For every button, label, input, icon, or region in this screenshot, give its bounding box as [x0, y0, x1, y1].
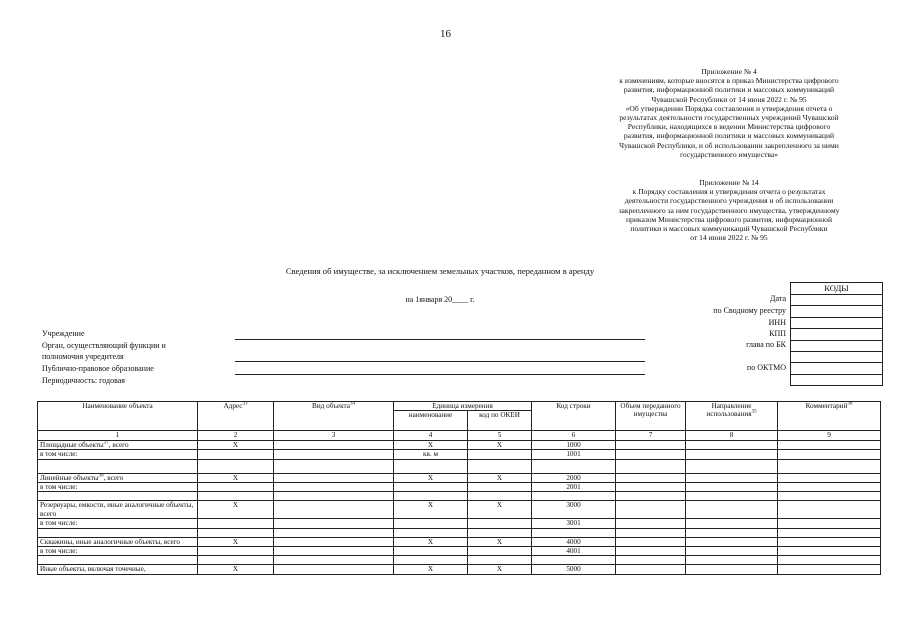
header-volume: Объем переданного имущества: [616, 402, 686, 431]
blank-cell[interactable]: [532, 528, 616, 537]
codes-box: [790, 282, 883, 386]
appendix-4-line: Республики, находящихся в ведении Министерства цифрового: [627, 122, 831, 132]
col-num: 9: [778, 431, 881, 440]
table-row: [38, 483, 881, 492]
row-name: [38, 440, 198, 449]
blank-cell[interactable]: [394, 459, 468, 473]
footnote-mark: 35: [751, 410, 757, 416]
table-row: [38, 537, 881, 546]
header-unit-name: наименование: [394, 411, 468, 431]
row-direction[interactable]: [686, 440, 778, 449]
code-blank-cell[interactable]: [791, 352, 882, 363]
row-kind[interactable]: [274, 565, 394, 574]
row-okei[interactable]: [468, 483, 532, 492]
footnote-mark: 37: [103, 440, 109, 446]
row-kind[interactable]: [274, 483, 394, 492]
row-okei: X: [468, 537, 532, 546]
footnote-mark: 36: [847, 401, 853, 407]
col-num: 2: [198, 431, 274, 440]
code-bk-cell[interactable]: [791, 341, 882, 352]
table-row: [38, 440, 881, 449]
row-okei[interactable]: [468, 450, 532, 459]
label-kpp: КПП: [769, 329, 786, 338]
row-volume[interactable]: [616, 501, 686, 519]
row-volume[interactable]: [616, 473, 686, 482]
blank-cell[interactable]: [198, 492, 274, 501]
blank-cell[interactable]: [274, 528, 394, 537]
row-comment[interactable]: [778, 473, 881, 482]
row-kind[interactable]: [274, 501, 394, 519]
code-inn-cell[interactable]: [791, 318, 882, 329]
blank-cell[interactable]: [532, 556, 616, 565]
row-kind[interactable]: [274, 440, 394, 449]
codes-header: КОДЫ: [791, 283, 882, 295]
row-name: в том числе:: [38, 483, 198, 492]
row-comment[interactable]: [778, 519, 881, 528]
col-num: 1: [38, 431, 198, 440]
row-address[interactable]: [198, 547, 274, 556]
appendix-14-line: Приложение № 14: [699, 178, 759, 187]
row-volume[interactable]: [616, 440, 686, 449]
row-volume[interactable]: [616, 537, 686, 546]
blank-cell[interactable]: [532, 492, 616, 501]
row-unit: X: [394, 565, 468, 574]
table-row: [38, 473, 881, 482]
row-comment[interactable]: [778, 483, 881, 492]
row-kind[interactable]: [274, 537, 394, 546]
row-code: 1000: [532, 440, 616, 449]
row-address[interactable]: [198, 483, 274, 492]
row-code: 1001: [532, 450, 616, 459]
row-okei[interactable]: [468, 519, 532, 528]
row-volume[interactable]: [616, 519, 686, 528]
row-direction[interactable]: [686, 537, 778, 546]
row-unit[interactable]: [394, 519, 468, 528]
table-row-blank: [38, 492, 881, 501]
appendix-14-line: закрепленного за ним государственного имущества, утвержденному: [618, 205, 840, 215]
header-address-text: Адрес: [223, 402, 243, 410]
row-comment[interactable]: [778, 501, 881, 519]
row-unit: X: [394, 440, 468, 449]
header-kind-text: Вид объекта: [312, 402, 350, 410]
header-line-code: Код строки: [532, 402, 616, 431]
header-direction-text: Направление использования: [706, 402, 752, 419]
label-inn: ИНН: [768, 318, 786, 327]
blank-cell[interactable]: [468, 492, 532, 501]
row-comment[interactable]: [778, 537, 881, 546]
row-code: 2001: [532, 483, 616, 492]
row-comment[interactable]: [778, 565, 881, 574]
table-row: [38, 547, 881, 556]
row-address: X: [198, 440, 274, 449]
appendix-4-line: Приложение № 4: [701, 67, 757, 76]
row-name: Скважины, иные аналогичные объекты, всего: [38, 537, 198, 546]
appendix-4-line: к изменениям, которые вносятся в приказ Министерства цифрового: [619, 76, 839, 86]
footnote-mark: 34: [349, 401, 355, 407]
header-name: [38, 402, 198, 431]
row-okei: X: [468, 565, 532, 574]
blank-cell[interactable]: [198, 459, 274, 473]
row-address: X: [198, 501, 274, 519]
row-name-tail: , всего: [108, 440, 129, 449]
blank-cell[interactable]: [198, 528, 274, 537]
label-registry: по Сводному реестру: [713, 306, 786, 315]
row-comment[interactable]: [778, 440, 881, 449]
row-okei: X: [468, 501, 532, 519]
table-row-blank: [38, 459, 881, 473]
table-row-blank: [38, 528, 881, 537]
blank-cell[interactable]: [274, 459, 394, 473]
header-address: [198, 402, 274, 431]
appendix-4-line: Чувашской Республики от 14 июня 2022 г. № 95: [651, 94, 807, 104]
blank-cell[interactable]: [532, 459, 616, 473]
blank-cell[interactable]: [468, 556, 532, 565]
row-okei: X: [468, 473, 532, 482]
blank-cell[interactable]: [778, 492, 881, 501]
public-entity-line[interactable]: [235, 374, 645, 375]
row-direction[interactable]: [686, 473, 778, 482]
row-direction[interactable]: [686, 450, 778, 459]
blank-cell[interactable]: [38, 492, 198, 501]
row-okei[interactable]: [468, 547, 532, 556]
blank-cell[interactable]: [616, 459, 686, 473]
row-direction[interactable]: [686, 483, 778, 492]
blank-cell[interactable]: [616, 528, 686, 537]
header-comment-text: Комментарий: [805, 402, 848, 410]
row-code: 2000: [532, 473, 616, 482]
appendix-4-line: результатах деятельности государственных учреждений Чувашской: [619, 113, 839, 123]
appendix-14-line: приказом Министерства цифрового развития, информационной: [625, 214, 833, 224]
row-kind[interactable]: [274, 473, 394, 482]
code-date-cell[interactable]: [791, 295, 882, 306]
label-organ-cont: полномочия учредителя: [42, 352, 124, 361]
row-volume[interactable]: [616, 565, 686, 574]
col-num: 4: [394, 431, 468, 440]
blank-cell[interactable]: [616, 556, 686, 565]
table-row-blank: [38, 556, 881, 565]
code-blank-cell[interactable]: [791, 375, 882, 385]
header-comment: [778, 402, 881, 431]
blank-cell[interactable]: [394, 492, 468, 501]
label-oktmo: по ОКТМО: [746, 363, 786, 372]
col-num: 5: [468, 431, 532, 440]
appendix-14-line: политики и массовых коммуникаций Чувашской Республики: [630, 224, 828, 234]
report-date-line: на 1января 20____ г.: [405, 295, 475, 304]
label-organ: Орган, осуществляющий функции и: [42, 341, 166, 350]
row-unit[interactable]: [394, 547, 468, 556]
row-name-text: Площадные объекты: [40, 440, 104, 449]
table-row: [38, 565, 881, 574]
row-volume[interactable]: [616, 547, 686, 556]
row-volume[interactable]: [616, 483, 686, 492]
row-code: 5000: [532, 565, 616, 574]
label-date: Дата: [770, 294, 786, 303]
appendix-14-line: от 14 июня 2022 г. № 95: [690, 233, 768, 243]
header-unit: Единица измерения: [394, 402, 532, 411]
row-unit: X: [394, 473, 468, 482]
appendix-14-line: к Порядку составления и утверждения отчета о результатах: [632, 187, 826, 197]
row-name-tail: , всего: [103, 473, 124, 482]
row-name: в том числе:: [38, 547, 198, 556]
appendix-4-line: развития, информационной политики и массовых коммуникаций: [623, 131, 835, 141]
row-unit: X: [394, 537, 468, 546]
row-kind[interactable]: [274, 519, 394, 528]
table-row: [38, 519, 881, 528]
column-number-row: [38, 431, 881, 440]
row-name: в том числе:: [38, 450, 198, 459]
header-name-text: Наименование объекта: [82, 402, 153, 410]
label-public-entity: Публично-правовое образование: [42, 364, 154, 373]
row-kind[interactable]: [274, 450, 394, 459]
row-volume[interactable]: [616, 450, 686, 459]
blank-cell[interactable]: [686, 528, 778, 537]
row-name: [38, 473, 198, 482]
row-comment[interactable]: [778, 450, 881, 459]
table-row: [38, 450, 881, 459]
row-code: 3001: [532, 519, 616, 528]
appendix-14-line: деятельности государственного учреждения и об использовании: [624, 196, 834, 206]
row-code: 3000: [532, 501, 616, 519]
blank-cell[interactable]: [468, 459, 532, 473]
row-kind[interactable]: [274, 547, 394, 556]
blank-cell[interactable]: [38, 459, 198, 473]
blank-cell[interactable]: [274, 556, 394, 565]
blank-cell[interactable]: [778, 556, 881, 565]
row-name: Резервуары, емкости, иные аналогичные объекты, всего: [38, 501, 198, 519]
col-num: 8: [686, 431, 778, 440]
row-direction[interactable]: [686, 565, 778, 574]
row-name: Иные объекты, включая точечные,: [38, 565, 198, 574]
row-direction[interactable]: [686, 519, 778, 528]
label-institution: Учреждение: [42, 329, 85, 338]
row-name-text: Линейные объекты: [40, 473, 99, 482]
blank-cell[interactable]: [198, 556, 274, 565]
blank-cell[interactable]: [686, 459, 778, 473]
appendix-4-line: «Об утверждении Порядка составления и утверждения отчета о: [625, 103, 833, 113]
row-address: X: [198, 537, 274, 546]
institution-line[interactable]: [235, 339, 645, 340]
page-number: 16: [440, 28, 451, 40]
code-kpp-cell[interactable]: [791, 329, 882, 340]
blank-cell[interactable]: [274, 492, 394, 501]
blank-cell[interactable]: [468, 528, 532, 537]
footnote-mark: 33: [242, 401, 248, 407]
table-row: [38, 501, 881, 519]
row-name: в том числе:: [38, 519, 198, 528]
label-periodicity: Периодичность: годовая: [42, 376, 125, 385]
row-code: 4000: [532, 537, 616, 546]
appendix-4-line: государственного имущества»: [679, 149, 779, 159]
blank-cell[interactable]: [686, 556, 778, 565]
row-address: X: [198, 565, 274, 574]
appendix-14-header: [598, 178, 860, 242]
appendix-4-line: Чувашской Республики, и об использовании закрепленного за ними: [619, 140, 839, 150]
row-address[interactable]: [198, 450, 274, 459]
code-oktmo-cell[interactable]: [791, 363, 882, 374]
blank-cell[interactable]: [394, 556, 468, 565]
appendix-4-line: развития, информационной политики и массовых коммуникаций: [623, 85, 835, 95]
code-registry-cell[interactable]: [791, 306, 882, 317]
blank-cell[interactable]: [38, 528, 198, 537]
organ-line[interactable]: [235, 361, 645, 362]
row-unit[interactable]: [394, 483, 468, 492]
col-num: 3: [274, 431, 394, 440]
row-address: X: [198, 473, 274, 482]
col-num: 7: [616, 431, 686, 440]
header-unit-okei: код по ОКЕИ: [468, 411, 532, 431]
label-bk: глава по БК: [746, 340, 786, 349]
blank-cell[interactable]: [778, 528, 881, 537]
row-unit: кв. м: [394, 450, 468, 459]
row-comment[interactable]: [778, 547, 881, 556]
blank-cell[interactable]: [394, 528, 468, 537]
row-direction[interactable]: [686, 501, 778, 519]
row-unit: X: [394, 501, 468, 519]
blank-cell[interactable]: [686, 492, 778, 501]
property-table: [37, 401, 881, 575]
row-okei: X: [468, 440, 532, 449]
row-direction[interactable]: [686, 547, 778, 556]
blank-cell[interactable]: [38, 556, 198, 565]
blank-cell[interactable]: [616, 492, 686, 501]
col-num: 6: [532, 431, 616, 440]
footnote-mark: 38: [98, 473, 104, 479]
blank-cell[interactable]: [778, 459, 881, 473]
row-code: 4001: [532, 547, 616, 556]
appendix-4-header: [598, 67, 860, 159]
header-kind: [274, 402, 394, 431]
row-address[interactable]: [198, 519, 274, 528]
header-direction: [686, 402, 778, 431]
document-title: Сведения об имуществе, за исключением земельных участков, переданном в аренду: [285, 266, 595, 276]
